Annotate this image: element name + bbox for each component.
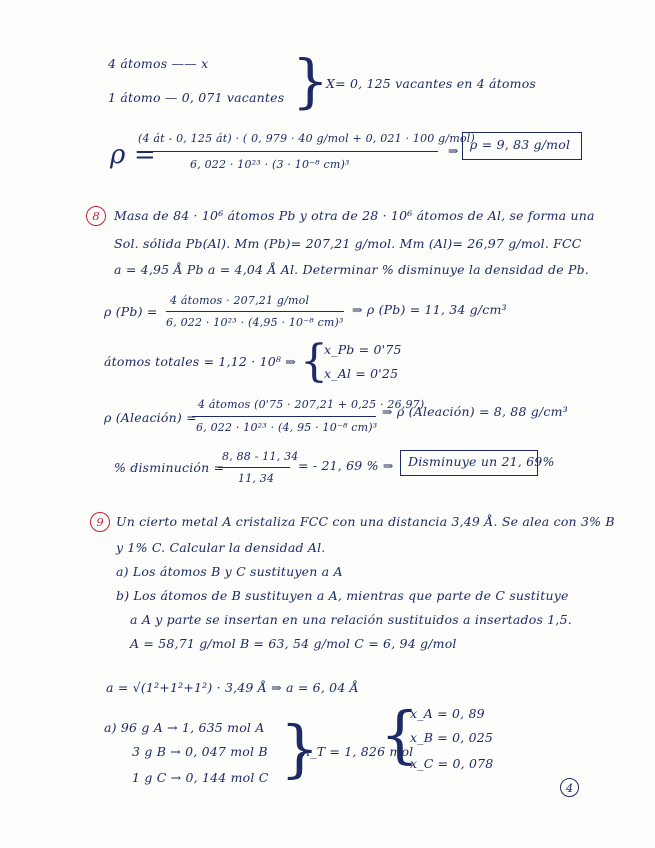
top-fraction-denominator: 6, 022 · 10²³ · (3 · 10⁻⁸ cm)³ xyxy=(190,158,350,171)
problem-9-statement-1: Un cierto metal A cristaliza FCC con una distancia 3,49 Å. Se alea con 3% B xyxy=(116,514,615,529)
rho-alloy-result: ⇒ ρ (Aleación) = 8, 88 g/cm³ xyxy=(382,404,568,419)
top-result: X= 0, 125 vacantes en 4 átomos xyxy=(326,76,537,91)
page-number: 4 xyxy=(560,778,579,797)
moles-row-a: a) 96 g A → 1, 635 mol A xyxy=(104,720,265,735)
decrease-fraction-bar xyxy=(218,467,290,468)
top-ratio-line-1: 4 átomos —— x xyxy=(108,56,209,71)
top-boxed-result: ρ = 9, 83 g/mol xyxy=(470,137,571,152)
problem-9-statement-3: a) Los átomos B y C sustituyen a A xyxy=(116,564,343,579)
rho-pb-label: ρ (Pb) = xyxy=(104,304,158,319)
problem-9-statement-5: a A y parte se insertan en una relación sustituidos a insertados 1,5. xyxy=(130,612,572,627)
rho-pb-result: ⇒ ρ (Pb) = 11, 34 g/cm³ xyxy=(352,302,507,317)
molar-fraction-brace: { xyxy=(380,698,420,771)
top-ratio-line-2: 1 átomo — 0, 071 vacantes xyxy=(108,90,285,105)
problem-8-number: 8 xyxy=(86,206,106,226)
rho-pb-numerator: 4 átomos · 207,21 g/mol xyxy=(170,294,310,307)
x-c: x_C = 0, 078 xyxy=(410,756,494,771)
decrease-label: % disminución = xyxy=(114,460,225,475)
rho-alloy-numerator: 4 átomos (0'75 · 207,21 + 0,25 · 26,97) xyxy=(198,398,425,411)
problem-9-molar-masses: A = 58,71 g/mol B = 63, 54 g/mol C = 6, 94 g/mol xyxy=(130,636,457,651)
problem-9-number: 9 xyxy=(90,512,110,532)
moles-row-c: 1 g C → 0, 144 mol C xyxy=(132,770,269,785)
decrease-numerator: 8, 88 - 11, 34 xyxy=(222,450,299,463)
problem-8-statement-3: a = 4,95 Å Pb a = 4,04 Å Al. Determinar % disminuye la densidad de Pb. xyxy=(114,262,589,277)
top-fraction-numerator: (4 át - 0, 125 át) · ( 0, 979 · 40 g/mol + 0, 021 · 100 g/mol) xyxy=(138,132,475,145)
total-moles: n_T = 1, 826 mol xyxy=(302,744,414,759)
lattice-parameter: a = √(1²+1²+1²) · 3,49 Å ⇒ a = 6, 04 Å xyxy=(106,680,359,695)
x-a: x_A = 0, 89 xyxy=(410,706,485,721)
rho-pb-denominator: 6, 022 · 10²³ · (4,95 · 10⁻⁸ cm)³ xyxy=(166,316,344,329)
rho-alloy-fraction-bar xyxy=(192,416,376,417)
moles-brace: } xyxy=(280,712,320,785)
top-arrow: ⇒ xyxy=(448,143,459,158)
total-atoms: átomos totales = 1,12 · 10⁸ ⇒ xyxy=(104,354,296,369)
top-fraction-bar xyxy=(138,151,438,152)
moles-row-b: 3 g B → 0, 047 mol B xyxy=(132,744,268,759)
decrease-boxed-result: Disminuye un 21, 69% xyxy=(408,454,555,469)
decrease-value: = - 21, 69 % ⇒ xyxy=(298,458,394,473)
problem-8-statement-1: Masa de 84 · 10⁶ átomos Pb y otra de 28 · 10⁶ átomos de Al, se forma una xyxy=(114,208,595,223)
top-brace: } xyxy=(292,47,330,115)
x-pb: x_Pb = 0'75 xyxy=(324,342,402,357)
x-al: x_Al = 0'25 xyxy=(324,366,399,381)
rho-pb-fraction-bar xyxy=(166,311,344,312)
rho-symbol: ρ = xyxy=(110,140,156,170)
problem-9-statement-2: y 1% C. Calcular la densidad Al. xyxy=(116,540,326,555)
x-b: x_B = 0, 025 xyxy=(410,730,494,745)
fraction-brace: { xyxy=(300,336,329,387)
problem-9-statement-4: b) Los átomos de B sustituyen a A, mientras que parte de C sustituye xyxy=(116,588,569,603)
decrease-denominator: 11, 34 xyxy=(238,472,275,485)
problem-8-statement-2: Sol. sólida Pb(Al). Mm (Pb)= 207,21 g/mol. Mm (Al)= 26,97 g/mol. FCC xyxy=(114,236,582,251)
rho-alloy-label: ρ (Aleación) = xyxy=(104,410,197,425)
rho-alloy-denominator: 6, 022 · 10²³ · (4, 95 · 10⁻⁸ cm)³ xyxy=(196,421,378,434)
